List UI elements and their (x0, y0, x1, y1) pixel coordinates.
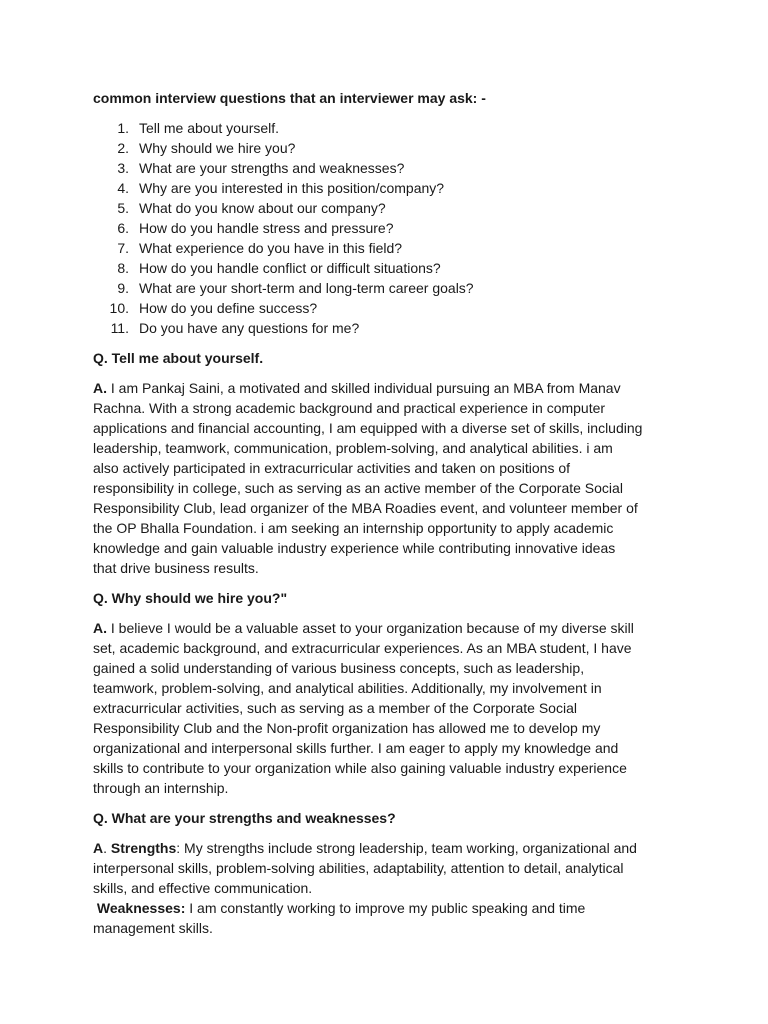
list-item-text: Why are you interested in this position/company? (139, 180, 445, 196)
answer-line: skills to contribute to your organization while also gaining valuable industry experience (93, 760, 627, 776)
list-number: 9. (117, 280, 129, 296)
list-item-text: How do you handle stress and pressure? (139, 220, 394, 236)
question-heading-about-yourself: Q. Tell me about yourself. (93, 350, 264, 366)
answer-line: applications and financial accounting, I am equipped with a diverse set of skills, including (93, 420, 643, 436)
list-item (93, 178, 683, 198)
answer-text: : My strengths include strong leadership, team working, organizational and (176, 840, 637, 856)
list-number: 11. (110, 320, 129, 336)
list-item (93, 258, 683, 278)
answer-line (93, 898, 683, 918)
list-item (93, 158, 683, 178)
answer-line: through an internship. (93, 780, 229, 796)
answer-line: knowledge and gain valuable industry experience while contributing innovative ideas (93, 540, 616, 556)
questions-list (93, 118, 683, 338)
list-number: 1. (117, 120, 129, 136)
answer-line: Rachna. With a strong academic background and practical experience in computer (93, 400, 606, 416)
answer-line (93, 838, 683, 858)
list-item (93, 138, 683, 158)
list-number: 3. (117, 160, 129, 176)
answer-line: teamwork, problem-solving, and analytical abilities. Additionally, my involvement in (93, 680, 602, 696)
answer-label: A. (93, 380, 107, 396)
list-item (93, 118, 683, 138)
document-heading: common interview questions that an interviewer may ask: - (93, 90, 486, 106)
list-item (93, 238, 683, 258)
weaknesses-label: Weaknesses: (93, 900, 186, 916)
list-number: 8. (117, 260, 129, 276)
list-item-text: Tell me about yourself. (139, 120, 280, 136)
answer-line (93, 378, 683, 398)
list-item-text: What are your strengths and weaknesses? (139, 160, 405, 176)
answer-separator: . (103, 840, 111, 856)
answer-line: leadership, teamwork, communication, problem-solving, and analytical abilities. i am (93, 440, 613, 456)
list-item (93, 298, 683, 318)
list-item (93, 218, 683, 238)
answer-why-hire (93, 618, 683, 798)
strengths-label: Strengths (110, 840, 177, 856)
question-heading-why-hire: Q. Why should we hire you?" (93, 590, 288, 606)
answer-strengths-weaknesses (93, 838, 683, 938)
list-item-text: How do you handle conflict or difficult situations? (139, 260, 441, 276)
answer-text: I am constantly working to improve my public speaking and time (185, 900, 586, 916)
answer-line: that drive business results. (93, 560, 259, 576)
list-item-text: Do you have any questions for me? (139, 320, 360, 336)
answer-label: A. (93, 620, 107, 636)
answer-text: I am Pankaj Saini, a motivated and skilled individual pursuing an MBA from Manav (107, 380, 621, 396)
list-number: 10. (109, 300, 129, 316)
list-number: 2. (117, 140, 129, 156)
list-item-text: What do you know about our company? (139, 200, 386, 216)
list-item-text: Why should we hire you? (139, 140, 296, 156)
list-number: 4. (117, 180, 129, 196)
answer-line: set, academic background, and extracurricular experiences. As an MBA student, I have (93, 640, 632, 656)
list-item-text: How do you define success? (139, 300, 318, 316)
answer-line: management skills. (93, 920, 213, 936)
answer-line (93, 618, 683, 638)
answer-text: I believe I would be a valuable asset to your organization because of my diverse skill (107, 620, 634, 636)
question-heading-strengths-weaknesses: Q. What are your strengths and weaknesses? (93, 810, 396, 826)
list-number: 5. (117, 200, 129, 216)
list-number: 7. (117, 240, 129, 256)
list-item-text: What are your short-term and long-term career goals? (139, 280, 474, 296)
answer-line: the OP Bhalla Foundation. i am seeking an internship opportunity to apply academic (93, 520, 614, 536)
answer-line: gained a solid understanding of various business concepts, such as leadership, (93, 660, 585, 676)
answer-label: A (93, 840, 104, 856)
answer-line: interpersonal skills, problem-solving abilities, adaptability, attention to detail, analytical (93, 860, 624, 876)
answer-line: extracurricular activities, such as serving as a member of the Corporate Social (93, 700, 577, 716)
answer-line: organizational and interpersonal skills further. I am eager to apply my knowledge and (93, 740, 619, 756)
answer-line: also actively participated in extracurricular activities and taken on positions of (93, 460, 571, 476)
answer-line: responsibility in college, such as serving as an active member of the Corporate Social (93, 480, 623, 496)
answer-line: Responsibility Club and the Non-profit organization has allowed me to develop my (93, 720, 601, 736)
list-item (93, 278, 683, 298)
list-item (93, 318, 683, 338)
list-item (93, 198, 683, 218)
list-number: 6. (117, 220, 129, 236)
answer-line: Responsibility Club, lead organizer of the MBA Roadies event, and volunteer member of (93, 500, 638, 516)
answer-line: skills, and effective communication. (93, 880, 313, 896)
document-page (93, 88, 683, 948)
list-item-text: What experience do you have in this field? (139, 240, 403, 256)
answer-about-yourself (93, 378, 683, 578)
